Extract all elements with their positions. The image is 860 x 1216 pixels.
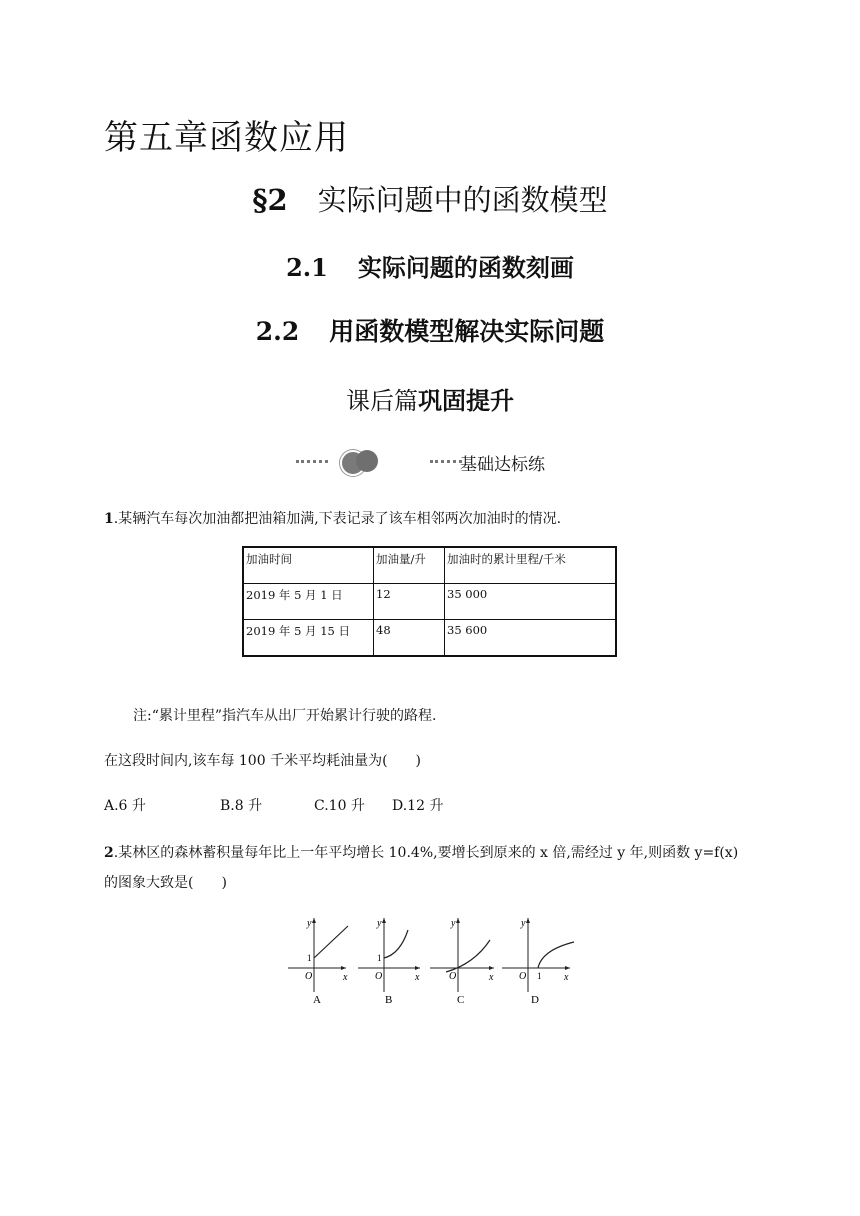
axis-y-label: y bbox=[451, 918, 456, 929]
q2-number: 2 bbox=[104, 845, 114, 861]
curve-d bbox=[538, 942, 574, 968]
q2-stem-line2: 的图象大致是( ) bbox=[104, 875, 227, 891]
practice-header bbox=[0, 381, 860, 416]
graph-c bbox=[430, 918, 494, 1006]
table-cell: 12 bbox=[374, 584, 445, 620]
choice-d: D.12 升 bbox=[392, 798, 444, 814]
subsection-number-1: 2.1 bbox=[286, 253, 328, 282]
graph-label-c: C bbox=[457, 994, 465, 1006]
table-header-row bbox=[243, 547, 616, 584]
curve-a bbox=[314, 926, 348, 958]
chapter-title: 第五章函数应用 bbox=[104, 118, 349, 158]
subsection-heading-1 bbox=[0, 248, 860, 283]
section-title: 实际问题中的函数模型 bbox=[317, 183, 608, 217]
graph-d bbox=[502, 918, 574, 1006]
subsection-number-2: 2.2 bbox=[255, 317, 300, 346]
choice-c: C.10 升 bbox=[314, 798, 365, 814]
q1-question: 在这段时间内,该车每 100 千米平均耗油量为( ) bbox=[104, 753, 421, 769]
dotted-line-right bbox=[430, 460, 462, 463]
q1-number: 1 bbox=[104, 511, 114, 527]
graph-label-a: A bbox=[313, 994, 321, 1006]
axis-x-label: x bbox=[415, 972, 420, 983]
graph-b bbox=[358, 918, 420, 1006]
axis-y-label: y bbox=[307, 918, 312, 929]
dotted-line-left bbox=[296, 460, 328, 463]
practice-header-normal: 课后篇 bbox=[346, 387, 418, 415]
q1-stem bbox=[104, 508, 561, 530]
subsection-title-1: 实际问题的函数刻画 bbox=[357, 254, 574, 282]
level-banner-label: 基础达标练 bbox=[460, 455, 545, 475]
q2-stem-line1 bbox=[104, 842, 738, 864]
table-cell: 35 000 bbox=[445, 584, 617, 620]
section-heading bbox=[0, 178, 860, 219]
table-row bbox=[243, 584, 616, 620]
table-cell: 48 bbox=[374, 620, 445, 657]
curve-c bbox=[446, 940, 490, 972]
subsection-title-2: 用函数模型解决实际问题 bbox=[329, 317, 605, 346]
subsection-heading-2 bbox=[0, 312, 860, 348]
graph-a bbox=[288, 918, 348, 1006]
table-header-cell: 加油时的累计里程/千米 bbox=[445, 547, 617, 584]
q1-note: 注:“累计里程”指汽车从出厂开始累计行驶的路程. bbox=[133, 708, 437, 724]
origin-label: O bbox=[305, 971, 313, 982]
table-cell: 35 600 bbox=[445, 620, 617, 657]
curve-b bbox=[384, 930, 408, 958]
table-header-cell: 加油时间 bbox=[243, 547, 374, 584]
axis-x-label: x bbox=[343, 972, 348, 983]
tick-label-one: 1 bbox=[537, 971, 542, 981]
table-cell: 2019 年 5 月 15 日 bbox=[243, 620, 374, 657]
level-banner bbox=[296, 446, 576, 478]
fuel-table bbox=[242, 546, 617, 657]
q1-stem-text: .某辆汽车每次加油都把油箱加满,下表记录了该车相邻两次加油时的情况. bbox=[113, 511, 562, 527]
origin-label: O bbox=[519, 971, 527, 982]
tick-label-one: 1 bbox=[377, 953, 382, 963]
graph-label-d: D bbox=[531, 994, 539, 1006]
practice-header-bold: 巩固提升 bbox=[418, 387, 514, 415]
axis-y-label: y bbox=[521, 918, 526, 929]
circle-icon bbox=[356, 450, 378, 472]
axis-x-label: x bbox=[564, 972, 569, 983]
tick-label-one: 1 bbox=[307, 953, 312, 963]
choice-a: A.6 升 bbox=[104, 798, 146, 814]
q2-graph-options bbox=[284, 910, 584, 1008]
axis-x-label: x bbox=[489, 972, 494, 983]
axis-y-label: y bbox=[377, 918, 382, 929]
q2-line1-text: .某林区的森林蓄积量每年比上一年平均增长 10.4%,要增长到原来的 x 倍,需经过 y 年,则函数 y=f(x) bbox=[113, 845, 739, 861]
origin-label: O bbox=[449, 971, 457, 982]
choice-b: B.8 升 bbox=[220, 798, 263, 814]
table-row bbox=[243, 620, 616, 657]
table-cell: 2019 年 5 月 1 日 bbox=[243, 584, 374, 620]
graph-label-b: B bbox=[385, 994, 393, 1006]
origin-label: O bbox=[375, 971, 383, 982]
table-header-cell: 加油量/升 bbox=[374, 547, 445, 584]
section-number: §2 bbox=[252, 183, 288, 217]
